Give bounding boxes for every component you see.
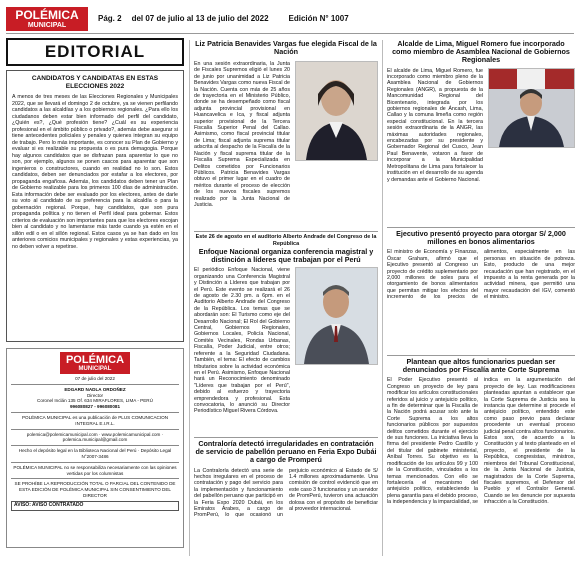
divider: [11, 384, 179, 385]
article-congreso: [194, 234, 378, 434]
director-role: Director: [86, 392, 104, 398]
page-header: [6, 4, 574, 34]
article-altos-headline: Plantean que altos funcionarios puedan ser denunciados por Fiscalía ante Corte Suprema: [402, 358, 560, 375]
article-fiscal: [194, 40, 378, 228]
editorial-box: [6, 70, 184, 342]
column-divider: [189, 40, 190, 556]
logo-sub: MUNICIPAL: [27, 21, 67, 29]
aviso-label: AVISO: AVISO CONTRATADO: [11, 501, 179, 511]
publisher: POLÉMICA MUNICIPAL es una publicación de PLUS COMUNICACION INTEGRAL E.I.R.L.: [21, 414, 169, 426]
article-contraloria: [194, 440, 378, 556]
newspaper-logo: [6, 7, 88, 31]
article-fiscal-body: En una sesión extraordinaria, la Junta de Fiscales Supremos eligió el lunes 20 de junio por unanimidad a Liz Patricia Benavides Vargas como nueva Fiscal de la Nación. Cuenta con más de 25 años de trayectoria en el Ministerio Público, donde se ha desempeñado como fiscal adjunta provincial provisional en Huancavelica e Ica, y fiscal adjunta superior provisional de la Tercera Fiscalía Superior Penal del Callao. Asimismo, como fiscal provincial titular de Lima; fiscal adjunta suprema titular adscrita al despacho de la Fiscalía de la Nación y fiscal suprema titular de la Fiscalía Suprema Especializada en Delitos cometidos por Funcionarios Públicos. Patricia Benavides Vargas obtuvo el primer lugar en el cuadro de méritos durante el proceso de elección de los nuevos fiscales supremos realizado por la Junta Nacional de Justicia.: [194, 61, 290, 208]
congreso-portrait-photo: [295, 267, 378, 365]
left-column: [6, 38, 184, 557]
section-divider: [387, 227, 575, 228]
logo-main: POLÉMICA: [15, 7, 79, 22]
address: Coronel Inclán 135 Of. 634 MIRAFLORES, LIMA - PERÚ: [37, 398, 153, 404]
divider: [11, 462, 179, 463]
alcalde-photo: [488, 68, 575, 148]
prohibition: SE PROHÍBE LA REPRODUCCIÓN TOTAL O PARCIAL DEL CONTENIDO DE ESTA EDICIÓN DE POLÉMICA MUNICIPAL SIN CONSENTIMIENTO DEL DIRECTOR: [14, 481, 176, 498]
divider: [11, 429, 179, 430]
disclaimer: POLÉMICA MUNICIPAL no se responsabiliza necesariamente con las opiniones vertidas por los columnistas: [13, 464, 177, 476]
article-altos-funcionarios: [387, 358, 575, 556]
credits-logo: [60, 352, 130, 374]
fiscal-portrait-photo: [295, 61, 378, 161]
article-congreso-body: El periódico Enfoque Nacional, viene organizando una Conferencia Magistral y Distinción a Líderes que trabajan por el Perú. Este evento se realizará el 26 de agosto de 2.30 pm. a 6pm. en el Auditorio Alberto Andrade del Congreso de la República. Los temas que se abordarán son: El Turismo como eje del Desarrollo Nacional; El Rol del Gobierno Central, Gobiernos Regionales, Gobiernos Locales, Policía Nacional, Comités Vecinales, Rondas Urbanas, Fiscalía, Poder Judicial, entre otros; referente a la Seguridad Ciudadana. También, el tema: El efecto de cambios tributarios sobre la actividad económica en el Perú. Asimismo, Enfoque Nacional hará un Reconocimiento denominado "Líderes que trabajan por el Perú", debido al esfuerzo y trayectoria emprendedora y profesional. Esta convocatoria, lo anunció su Director Periodístico Miguel Rivera Córdova.: [194, 267, 290, 415]
divider: [11, 445, 179, 446]
credits-logo-sub: MUNICIPAL: [78, 365, 112, 372]
legal-deposit: Hecho el depósito legal en la Biblioteca Nacional del Perú · Depósito Legal N°2007-3486: [18, 448, 172, 459]
article-alcalde-body: El alcalde de Lima, Miguel Romero, fue incorporado como miembro pleno de la Asamblea Nacional de Gobiernos Regionales (ANGR), a propuesta de la Mancomunidad Regional del Bicentenario, integrada por los gobiernos regionales de Áncash, Lima, Callao y la comuna limeña como región especial constitucional. En la tercera sesión extraordinaria de la ANGR, las máximas autoridades regionales, encabezadas por su presidente y Gobernador Regional del Cusco, Jean Paul Benavente, votaron a favor de incorporar a la Municipalidad Metropolitana de Lima para fortalecer la institución en el desarrollo de su agenda y demandas ante el Gobierno Nacional.: [387, 67, 483, 183]
credits-logo-main: POLÉMICA: [65, 353, 125, 366]
issue-dates: del 07 de julio al 13 de julio del 2022: [131, 14, 269, 23]
article-ejecutivo-headline: Ejecutivo presentó proyecto para otorgar S/ 2,000 millones en bonos alimentarios: [396, 230, 566, 247]
page-number: Pág. 2: [98, 14, 122, 23]
director-name: EDGARD NADLA ORDOÑEZ: [64, 386, 126, 392]
editorial-title: CANDIDATOS Y CANDIDATAS EN ESTAS ELECCIONES 2022: [31, 75, 159, 90]
article-altos-body: El Poder Ejecutivo presentó al Congreso un proyecto de ley para modificar los artículos constitucionales referidos al juicio y antejuicio político, a fin de determinar que la Fiscalía de la Nación podrá acusar solo ante la Corte Suprema a los altos funcionarios públicos por supuestos delitos cometidos durante el ejercicio de sus funciones. La iniciativa lleva la firma del presidente Pedro Castillo y del titular del gabinete ministerial, Aníbal Torres. Su objetivo es la modificación de los artículos 99 y 100 de la Constitución, vinculados a los temas mencionados. Con ello se fortalecería el mecanismo del antejuicio político, estableciendo la plena garantía para el debido proceso, la independencia y la imparcialidad, se indica en la argumentación del proyecto de ley. Las modificaciones planteadas apuntan a establecer que la Corte Suprema de Justicia sea la instancia que determine si procede el antejuicio político, entendido este como paso previo para declarar procedente un eventual proceso judicial penal contra altos funcionarios. Estos son, de acuerdo a la Constitución y al texto planteado en el proyecto, el presidente de la República, congresistas, ministros, miembros del Tribunal Constitucional, de la Junta Nacional de Justicia, magistrados de la Corte Suprema, fiscales supremos, el Defensor del Pueblo y el Contralor General. Cuando se les denuncie por supuesta infracción a la Constitución.: [387, 377, 575, 506]
masthead-credits: [6, 348, 184, 548]
article-contraloria-headline: Contraloría detectó irregularidades en contratación de servicio de pabellón peruano en Feria Expo Dubái a cargo de Promperú: [195, 440, 377, 465]
section-divider: [387, 355, 575, 356]
column-divider: [382, 40, 383, 556]
phones: 996080827 - 996080081: [69, 404, 121, 410]
section-divider: [194, 231, 378, 232]
section-divider: [194, 437, 378, 438]
editorial-text: A menos de tres meses de las Elecciones Regionales y Municipales 2022, que se llevará el domingo 2 de octubre, ya se vienen perfilando candidatos a las alcaldías y a los gobiernos regionales. ¿Para ello los ciudadanos deben estar bien informado del perfil del candidato, ¿Quién es?, ¿Qué profesión tiene? ¿Cuál es su experiencia profesional en el ámbito público o privado?, además debe asegurar si tiene antecedentes policiales y penales y quienes integran su equipo de trabajo. Pero lo más importante, es conocer su Plan de Gobierno y evaluar si es realizable su propuesta o es pura demagogia. Porque hay algunos candidatos que se disfrazan para aparentar lo que no son, por ejemplo, algunos se ponen cascos para aparentar que son ingenieros o constructores, cuando en realidad no lo son. Estos candidatos, deben ser denunciados por estafar a los electores, por propaganda engañosa. Además, los candidatos deben tener un Plan de Gobierno realizable para los primeros 100 días de administración. Esta información debe ser evaluado por los electores, antes de darle su voto al candidato de su preferencia para la alcaldía o para la gobernación regional. Porque, hay candidatos, que son pura propaganda política y no tienen el Perfil ideal para gobernar. Estos criterios de evaluación son importantes para que los electores escojan bien al candidato y no lamentarse más tarde cuando ya estén en el sillón edil o en el sillón regional. Estos casos ya se han dado en los anteriores comicios municipales y regionales y estas experiencias, ya no deben volver a repetirse.: [12, 94, 178, 250]
divider: [11, 412, 179, 413]
article-alcalde-headline: Alcalde de Lima, Miguel Romero fue incorporado como miembro de Asamblea Nacional de Gobiernos Regionales: [392, 40, 570, 65]
editorial-banner: EDITORIAL: [6, 38, 184, 66]
divider: [11, 478, 179, 479]
emails[interactable]: polemica@polemicamunicipal.com · www.polemicamunicipal.com · polemica.municipal@gmail.com: [26, 431, 164, 443]
article-fiscal-headline: Liz Patricia Benavides Vargas fue elegida Fiscal de la Nación: [195, 40, 377, 57]
article-ejecutivo-body: El ministro de Economía y Finanzas, Óscar Graham, afirmó que el Ejecutivo presentó al Congreso un proyecto de crédito suplementario por 2,000 millones de soles para el otorgamiento de bonos alimentarios que permitan mitigar los efectos del incremento de los precios de alimentos, especialmente en las personas en situación de pobreza. Esto, producto de una mejor recaudación que han registrado, en el impuesto a la renta generada por la actividad minera, que permitió una mayor recaudación del IGV, comentó el ministro.: [387, 249, 575, 301]
edition-number: Edición N° 1007: [288, 14, 349, 23]
article-contraloria-body: La Contraloría detectó una serie de hechos irregulares en el proceso de contratación y pago del servicio para la implementación y funcionamiento del pabellón peruano que participó en la Feria Expo 2020 Dubái, en los Emiratos Árabes, a cargo de PromPerú, lo que ocasionó un perjuicio económico al Estado de S/ 1.4 millones aproximadamente. Una comisión de control evidenció que en este caso 3 funcionarios y un servidor de PromPerú, tuvieron una actuación dolosa con el propósito de beneficiar al proveedor internacional.: [194, 467, 378, 519]
article-congreso-kicker: Este 26 de agosto en el auditorio Alberto Andrade del Congreso de la República: [195, 234, 377, 247]
article-congreso-headline: Enfoque Nacional organiza conferencia magistral y distinción a líderes que trabajan por el Perú: [198, 247, 374, 265]
founded-date: 07 de julio del 2022: [75, 376, 115, 381]
article-ejecutivo: [387, 230, 575, 352]
article-alcalde: [387, 40, 575, 224]
